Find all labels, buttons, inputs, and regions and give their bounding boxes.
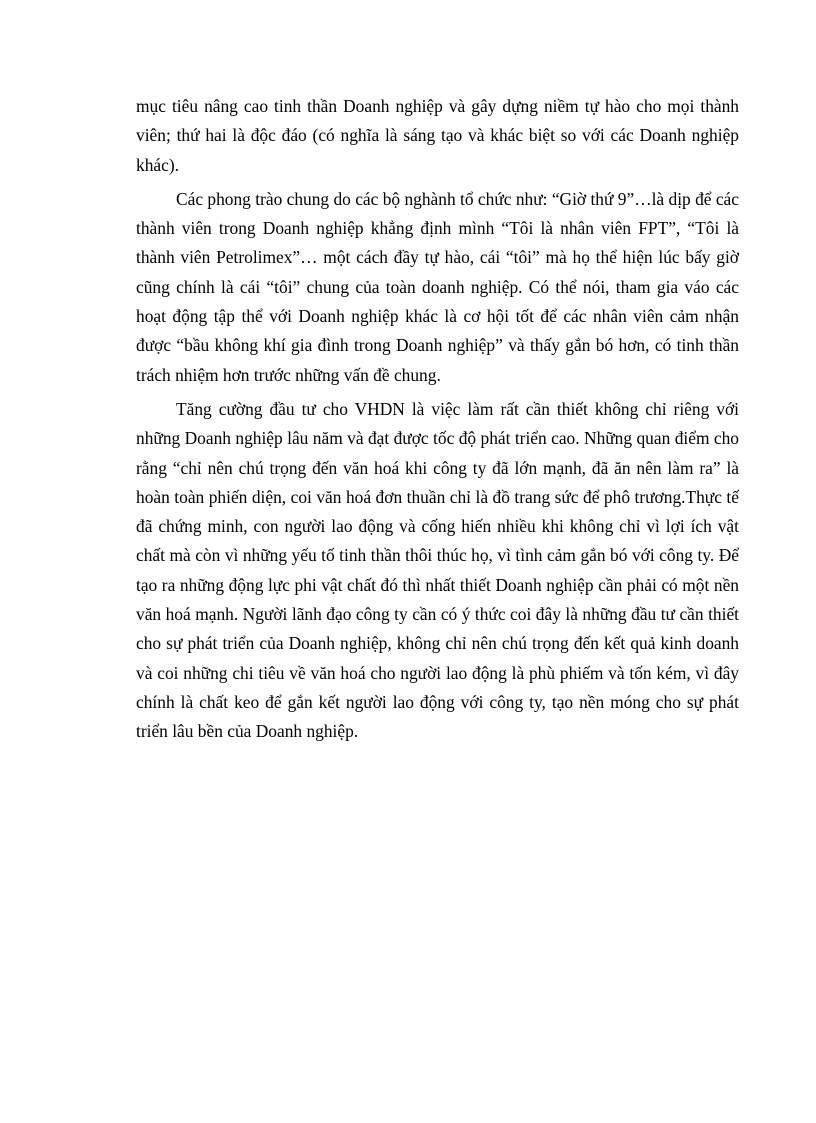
document-body	[136, 92, 739, 752]
paragraph-investment: Tăng cường đầu tư cho VHDN là việc làm rất cần thiết không chỉ riêng với những Doanh nghiệp lâu năm và đạt được tốc độ phát triển cao. Những quan điểm cho rằng “chỉ nên chú trọng đến văn hoá khi công ty đã lớn mạnh, đã ăn nên làm ra” là hoàn toàn phiến diện, coi văn hoá đơn thuần chỉ là đồ trang sức để phô trương.Thực tế đã chứng minh, con người lao động và cống hiến nhiều khi không chỉ vì lợi ích vật chất mà còn vì những yếu tố tinh thần thôi thúc họ, vì tình cảm gắn bó với công ty. Để tạo ra những động lực phi vật chất đó thì nhất thiết Doanh nghiệp cần phải có một nền văn hoá mạnh. Người lãnh đạo công ty cần có ý thức coi đây là những đầu tư cần thiết cho sự phát triển của Doanh nghiệp, không chỉ nên chú trọng đến kết quả kinh doanh và coi những chi tiêu về văn hoá cho người lao động là phù phiếm và tốn kém, vì đây chính là chất keo để gắn kết người lao động với công ty, tạo nền móng cho sự phát triển lâu bền của Doanh nghiệp.	[136, 398, 739, 742]
paragraph-movements: Các phong trào chung do các bộ nghành tổ chức như: “Giờ thứ 9”…là dịp để các thành viên trong Doanh nghiệp khẳng định mình “Tôi là nhân viên FPT”, “Tôi là thành viên Petrolimex”… một cách đầy tự hào, cái “tôi” mà họ thể hiện lúc bấy giờ cũng chính là cái “tôi” chung của toàn doanh nghiệp. Có thể nói, tham gia váo các hoạt động tập thể với Doanh nghiệp khác là cơ hội tốt để các nhân viên cảm nhận được “bầu không khí gia đình trong Doanh nghiệp” và thấy gắn bó hơn, có tinh thần trách nhiệm hơn trước những vấn đề chung.	[136, 188, 739, 385]
paragraph-continuation: mục tiêu nâng cao tinh thần Doanh nghiệp và gây dựng niềm tự hào cho mọi thành viên; thứ hai là độc đáo (có nghĩa là sáng tạo và khác biệt so với các Doanh nghiệp khác).	[136, 96, 739, 175]
